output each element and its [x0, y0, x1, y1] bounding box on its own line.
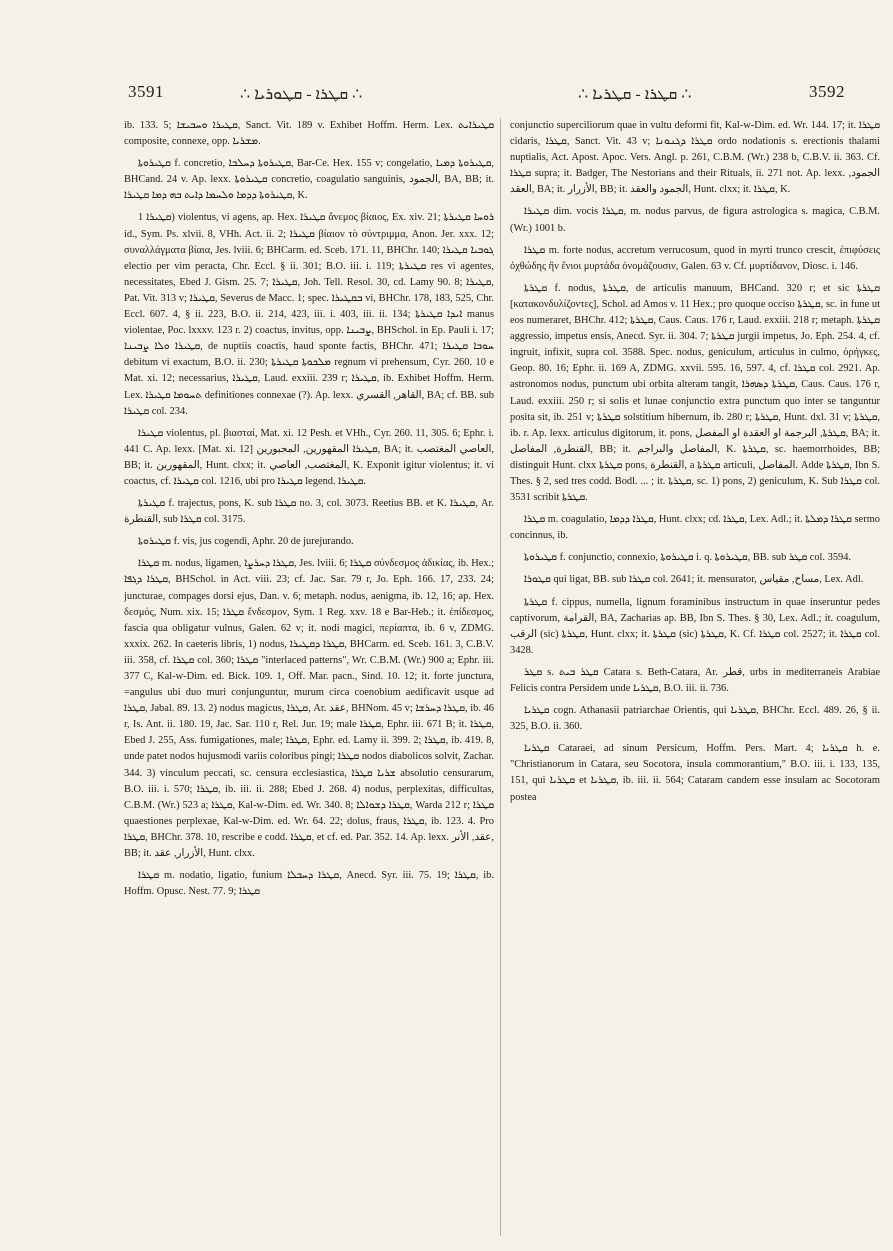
dictionary-entry: ܩܛܪܬܐ f. cippus, numella, lignum foraminibus instructum in quae inseruntur pedes captivorum, القرامة, BA, Zacharias ap. BB, Ibn S. Thes. § 30, Lex. Adl.; it. coagulum, الرقب (sic) ܩܛܪܬܐ, Hunt. clxx; it. ܩܛܪܬܐ (sic) ܩܛܪܬܐ, K. Cf. ܩܛܪܐ col. 2527; it. ܩܛܪܐ col. 3428. [510, 596, 880, 656]
dictionary-entry: ܩܛܘܪܐ qui ligat, BB. sub ܩܛܪܐ col. 2641; it. mensurator, مساح, مقياس, Lex. Adl. [524, 574, 864, 586]
dictionary-entry: ib. 133. 5; ܩܛܝܪܐ ܘܚܒܝܫܐ, Sanct. Vit. 189 v. Exhibet Hoffm. Herm. Lex. ܩܛܝܪܐܝܬ composite, connexe, opp. ܡܫܪܝܐ. [124, 120, 494, 148]
dictionary-entry: ܩܛܝܪܐ dim. vocis ܩܛܪܐ, m. nodus parvus, de figura astrologica s. magica, C.B.M. (Wr.) 1001 b. [510, 206, 880, 234]
right-running-head: ∴ ܩܛܪܐ - ܩܛܪܝܐ ∴ [578, 86, 692, 103]
dictionary-entry: ܩܛܝܪܘܬܐ f. vis, jus cogendi, Aphr. 20 de jurejurando. [138, 536, 354, 548]
column-divider [500, 118, 501, 1236]
dictionary-entry: ܩܛܝܪܐ violentus, pl. βιασταί, Mat. xi. 12 Pesh. et VHh., Cyr. 260. 11, 305. 6; Ephr. i. 441 C. Ap. lexx. [Mat. xi. 12] ܩܛܝܪܐ المقهورين, المجبورين, BA; it. العاصي المغتصب, BB; it. المقهورين, Hunt. clxx; it. المغتصب, العاصي, K. Exponit igitur violentus; it. vi coactus, cf. ܩܛܝܪܐ col. 1216, ubi pro ܩܛܝܪܐ legend. ܩܛܝܪܐ. [124, 427, 494, 487]
dictionary-entry: ܩܛܪܐ m. nodus, ligamen, ܩܛܪܐ ܕܚܪܨܐ, Jes. lviii. 6; ܩܛܪܐ σύνδεσμος ἀδικίας, ib. Hex.; ܩܛܪܐ ܕܓܦܐ, BHSchol. in Act. viii. 23; cf. Jac. Sar. 79 r, Jo. Eph. 166. 17, 233. 24; juncturae, compages dorsi ejus, Dan. v. 6; metaph. nodus, aenigma, ib. 12, 16; ap. Hex. δεσμός, Num. xix. 15; ܩܛܪܐ ἔνδεσμον, Sym. 1 Reg. xxv. 18 e Bar-Heb.; it. ἐπίδεσμος, fascia qua obligatur vulnus, Galen. 62 v; it. nodi magici, περίαπτα, ib. 6 v, ZDMG. xxxix. 262. In caeteris libris, 1) nodus, ܩܛܪܐ ܕܩܛܝܪܐ, BHCarm. ed. Sceb. 161. 3, C.B.V. iii. 358, cf. ܩܛܪܐ col. 360; ܩܛܪܐ "interlaced patterns", Wr. C.B.M. (Wr.) 900 a; Ephr. iii. 377 C, Kal-w-Dim. ed. Bick. 109. 1, Off. Mar. pacn., Sind. 10. 12; it. forte junctura, =angulus ubi duo muri conjunguntur, murum circa coenobium aedificavit usque ad ܩܛܪܐ, Jabal. 89. 13. 2) nodus magicus, ܩܛܪܐ, Ar. عقد, BHNom. 45 v; ܩܛܪܐ ܕܚܪܫܐ, ib. 46 r, Is. Ant. ii. 180. 19, Jac. Sar. 110 r, Rel. Jur. 19; male ܩܛܪܐ, Ephr. iii. 671 B; it. ܩܛܪܐ, Ebed J. 255, Ass. fumigationes, male; ܩܛܪܐ, Ephr. ed. Lamy ii. 399. 2; ܩܛܪܐ, ib. 419. 8, unde patet nodos hujusmodi variis coloribus pingi; ܩܛܪܐ nodos diabolicos solvit, Zachar. 344. 3) vinculum peccati, sc. censura ecclesiastica, ܫܪܝܐ ܩܛܪܐ absolutio censurarum, B.O. iii. i. 570; ܩܛܪܐ, ib. iii. ii. 288; Ebed J. 268. 4) nodus, perplexitas, difficultas, C.B.M. (Wr.) 523 a; ܩܛܪܐ, Kal-w-Dim. ed. Wr. 340. 8; ܩܛܪܐ ܕܫܘܐܠܐ, Warda 212 r; ܩܛܪܐ quaestiones perplexae, Kal-w-Dim. ed. Wr. 64. 22; dolus, fraus, ܩܛܪܐ, ib. 123. 4. Pro ܩܛܪܐ, BHChr. 378. 10, rescribe e codd. ܩܛܪܐ, et cf. ed. Par. 352. 14. Ap. lexx. عقد, الأنر, BB; it. الأزرار, عقد, Hunt. clxx. [124, 558, 494, 860]
left-running-head: ∴ ܩܛܪܐ - ܩܛܘܪܝܐ ∴ [240, 86, 363, 103]
right-column [510, 118, 880, 1236]
right-page-number: 3592 [809, 82, 845, 101]
dictionary-entry: ܩܛܪܐ m. forte nodus, accretum verrucosum, quod in myrti trunco crescit, ἐπιφύσεις ὀχθώδης ἣν ἔνιοι μυρτάδα ὀνομάζουσιν, Galen. 63 v. Cf. μυρτίδανον, Diosc. i. 146. [510, 244, 880, 272]
dictionary-entry: ܩܛܪܝܐ Cataraei, ad sinum Persicum, Hoffm. Pers. Mart. 4; ܩܛܪܝܐ h. e. "Christianorum in Catara, seu Socotora, insula commorantium," B.O. iii. i. 133, 135, 151, qui ܩܛܪܝܐ et ܩܛܪܝܐ, ib. iii. ii. 564; Cataram candem esse insulam ac Socotoram postea [510, 743, 880, 803]
dictionary-entry: ܩܛܝܪܘܬܐ f. conjunctio, connexio, ܩܛܝܪܘܬܐ i. q. ܩܛܝܪܘܬܐ, BB. sub ܩܛܪ col. 3594. [524, 552, 852, 564]
dictionary-entry: ܩܛܪܬܐ f. nodus, ܩܛܪܬܐ, de articulis manuum, BHCand. 320 r; et sic ܩܛܪܬܐ [κατακονδυλίζοντες], Schol. ad Amos v. 11 Hex.; pro quoque occiso ܩܛܪܬܐ, sc. in fune ut eos numeraret, BHChr. 412; ܩܛܪܬܐ, Caus. Caus. 176 r, Laud. exxiii. 218 r; metaph. ܩܛܪܬܐ aggressio, impetus ensis, Anecd. Syr. ii. 304. 7; ܩܛܪܬܐ jurgii impetus, Jo. Eph. 254. 4, cf. ingruit, infixit, supra col. 3588. Spec. nodus, geniculum, articulus in culmo, ὀρήγκες, Geop. 80. 16; Ephr. ii. 169 A, ZDMG. xxvii. 595. 16, 597. 4, cf. ܩܛܪܐ col. 2921. Ap. astronomos nodus, punctum ubi orbita alteram tangit, ܩܛܪܬܐ ܕܣܗܪܐ, Caus. Caus. 176 r, Laud. exxiii. 250 r; si solis et lunae conjunctio extra punctum quo inter se tanguntur posita sit, ib. 251 v; ܩܛܪܬܐ solstitium hibernum, ib. 280 r; ܩܛܪܬܐ, Hunt. dxl. 31 v; ܩܛܪܬܐ, ib. r. Ap. lexx. articulus digitorum, it. pons, ܩܛܪܬܐ, البرجمة او العقدة او المفصل, BA; it. القنطرة, المفاصل, BB; it. المفاصل والبراجم, K. ܩܛܪܬܐ, sc. haemorrhoides, BB; distinguit Hunt. clxx ܩܛܪܬܐ pons, القنطرة, a ܩܛܪܬܐ articuli, المفاصل. Adde ܩܛܪܬܐ, Ibn S. Thes. § 2, sed tres codd. Bodl. ... ; it. ܩܛܪܬܐ, sc. 1) pons, 2) geniculum, K. Sub ܩܛܪܐ col. 3531 scribit ܩܛܪܬܐ. [510, 282, 880, 504]
dictionary-entry: ܩܛܝܪܐ 1) violentus, vi agens, ap. Hex. ܩܛܝܪܐ ἄνεμος βίαιος, Ex. xiv. 21; ܪܘܚܐ ܩܛܝܪܬܐ id., Sym. Ps. xlvii. 8, VHh. Act. ii. 2; ܩܛܝܪܐ βίαιον τὸ σύντριμμα, Anon. Jer. xxx. 12; συναλλάγματα βίαια, Jes. lviii. 6; BHCarm. ed. Sceb. 171. 11, BHChr. 140; ܓܘܒܝܐ ܩܛܝܪܐ electio per vim peracta, Chr. Eccl. § ii. 301; B.O. iii. i. 119; ܩܛܝܪܬܐ res vi agentes, necessitates, Ebed J. Gism. 25. 7; ܩܛܝܪܐ, Joh. Tell. Resol. 30, cd. Lamy 90. 8; ܩܛܝܪܐ, Pat. Vit. 313 v; ܩܛܝܪܐ, Severus de Macc. 1; spec. ܒܩܛܝܪܐ vi, BHChr. 178, 183, 525, Chr. Eccl. 607. 4, § ii. 223, B.O. ii. 214, 423, iii. i. 403, iii. ii. 134; ܐܝܕܐ ܩܛܝܪܬܐ manus violentae, Poc. lxxxv. 123 r. 2) coactus, invitus, opp. ܨܒܝܢܐ, BHSchol. in Ep. Pauli i. 17; ܩܛܝܪܐ ܘܠܐ ܨܒܝܢܐ, de nuptiis coactis, haud sponte factis, BHChr. 471; ܚܘܒܐ ܩܛܝܪܐ debitum vi exactum, B.O. ii. 230; ܡܠܟܘܬܐ ܩܛܝܪܬܐ regnum vi prehensum, Cyr. 260. 10 e Mat. xi. 12; necessarius, ܩܛܝܪܐ, Laud. exxiii. 239 r; ܩܛܝܪܐ, ib. Exhibet Hoffm. Herm. Lex. ܬܚܘܡܐ ܩܛܝܪܐ definitiones connexae (?). Ap. lexx. القاهر, القسري, BA; cf. BB. sub ܩܛܝܪܐ col. 234. [124, 212, 494, 417]
left-column [124, 118, 494, 1236]
dictionary-entry: ܩܛܝܪܬܐ f. trajectus, pons, K. sub ܩܛܪܐ no. 3, col. 3073. Reetius BB. et K. ܩܛܝܪܐ, Ar. القنطرة, sub ܩܛܪܐ col. 3175. [124, 498, 494, 526]
left-page-number: 3591 [128, 82, 164, 101]
dictionary-entry: ܩܛܪܐ m. coagulatio, ܩܛܪܐ ܕܕܡܐ, Hunt. clxx; cd. ܩܛܪܐ, Lex. Adl.; it. ܩܛܪܐ ܕܡܠܬܐ sermo concinnus, ib. [510, 514, 880, 542]
dictionary-entry: ܩܛܪܐ m. nodatio, ligatio, funium ܩܛܪܐ ܕܚܒܠܐ, Anecd. Syr. iii. 75. 19; ܩܛܪܐ, ib. Hoffm. Opusc. Nest. 77. 9; ܩܛܪܐ [124, 870, 494, 898]
dictionary-entry: ܩܛܪܝܐ cogn. Athanasii patriarchae Orientis, qui ܩܛܪܝܐ, BHChr. Eccl. 489. 26, § ii. 325, B.O. ii. 360. [510, 705, 880, 733]
dictionary-entry: ܩܛܝܪܘܬܐ f. concretio, ܩܛܝܪܘܬܐ ܕܚܠܒܐ, Bar-Ce. Hex. 155 v; congelatio, ܩܛܝܪܘܬܐ ܕܡܝܐ, BHCand. 24 v. Ap. lexx. ܩܛܝܪܘܬܐ concretio, coagulatio sanguinis, الجمود, BA, BB; it. ܩܛܝܪܘܬܐ ܕܕܡܐ ܘܠܚܡܐ ܕܐܝܬ ܒܗ ܕܡܐ ܩܛܝܪܐ, K. [124, 158, 494, 202]
dictionary-entry: ܩܛܪ s. ܩܛܪ ܒܝܬ Catara s. Beth-Catara, Ar. قطر, urbs in mediterraneis Arabiae Felicis contra Persidem unde ܩܛܪܝܐ, B.O. iii. ii. 736. [510, 666, 880, 694]
dictionary-entry: conjunctio superciliorum quae in vultu deformi fit, Kal-w-Dim. ed. Wr. 144. 17; it. ܩܛܪܐ cidaris, ܩܛܪܐ, Sanct. Vit. 43 v; ܩܛܪܐ ܕܓܢܘܢܐ ordo nodationis s. erectionis thalami nuptialis, Act. Apost. Apoc. Vers. Angl. p. 261, C.B.M. (Wr.) 238 b, C.B.V. ii. 363. Cf. ܩܛܪܐ supra; it. Badger, The Nestorians and their Rituals, ii. 271 not. Ap. lexx. الجمود, العقد, BA; it. الأزرار, BB; it. الجمود والعقد, Hunt. clxx; it. ܩܛܪܐ, K. [510, 120, 880, 196]
